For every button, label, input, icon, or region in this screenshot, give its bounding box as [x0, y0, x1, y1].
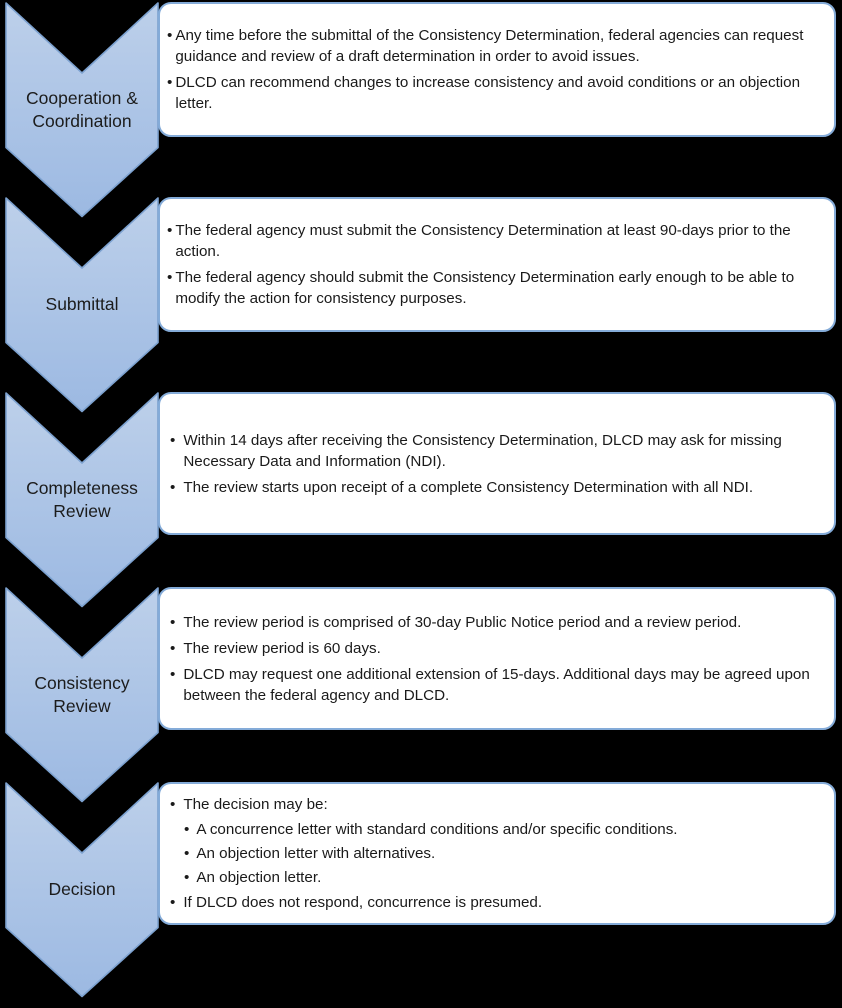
step-label: Completeness Review: [26, 477, 138, 521]
bullet-item: [167, 430, 820, 472]
bullet-item: [167, 612, 820, 633]
bullet-text: The federal agency should submit the Consistency Determination early enough to be able to modify the action for consistency purposes.: [175, 269, 795, 307]
step-label: Consistency Review: [34, 672, 130, 716]
step-content-box: [158, 2, 836, 137]
bullet-text: DLCD can recommend changes to increase consistency and avoid conditions or an objection letter.: [175, 74, 801, 112]
step-content-box: [158, 392, 836, 535]
bullet-icon: •: [170, 639, 176, 657]
bullet-text: DLCD may request one additional extension of 15-days. Additional days may be agreed upon between the federal agency and DLCD.: [183, 665, 810, 704]
bullet-item: [167, 72, 820, 114]
bullet-text: Any time before the submittal of the Consistency Determination, federal agencies can request guidance and review of a draft determination in order to avoid issues.: [175, 27, 804, 65]
bullet-text: The review period is 60 days.: [183, 639, 381, 657]
process-step-3: [0, 390, 842, 606]
bullet-text: The review starts upon receipt of a complete Consistency Determination with all NDI.: [183, 478, 754, 496]
bullet-icon: •: [167, 222, 173, 239]
bullet-item: [181, 843, 820, 864]
bullet-text: The federal agency must submit the Consistency Determination at least 90-days prior to the action.: [175, 222, 791, 260]
bullet-item: [181, 867, 820, 888]
bullet-icon: •: [167, 269, 173, 286]
bullet-text: The decision may be:: [183, 796, 328, 813]
bullet-text: An objection letter with alternatives.: [196, 845, 436, 862]
bullet-icon: •: [167, 27, 173, 44]
step-content-box: [158, 197, 836, 332]
bullet-icon: •: [170, 478, 176, 496]
process-step-5: [0, 780, 842, 996]
step-content-box: [158, 782, 836, 925]
process-step-1: [0, 0, 842, 216]
bullet-icon: •: [167, 74, 173, 91]
bullet-icon: •: [184, 821, 190, 838]
bullet-icon: •: [170, 431, 176, 449]
bullet-text: An objection letter.: [196, 869, 322, 886]
step-label: Cooperation & Coordination: [26, 87, 138, 131]
bullet-item: [167, 638, 820, 659]
bullet-text: If DLCD does not respond, concurrence is presumed.: [183, 894, 543, 911]
step-label: Decision: [48, 879, 116, 900]
bullet-icon: •: [184, 845, 190, 862]
bullet-text: A concurrence letter with standard conditions and/or specific conditions.: [196, 821, 678, 838]
process-step-4: [0, 585, 842, 801]
bullet-item: [167, 664, 820, 706]
bullet-icon: •: [170, 613, 176, 631]
bullet-item: [167, 794, 820, 815]
bullet-item: [167, 267, 820, 309]
bullet-item: [167, 25, 820, 67]
bullet-item: [181, 819, 820, 840]
process-step-2: [0, 195, 842, 411]
bullet-text: Within 14 days after receiving the Consistency Determination, DLCD may ask for missing Necessary Data and Information (NDI).: [183, 431, 782, 470]
step-content-box: [158, 587, 836, 730]
bullet-icon: •: [184, 869, 190, 886]
bullet-text: The review period is comprised of 30-day Public Notice period and a review period.: [183, 613, 742, 631]
bullet-item: [167, 477, 820, 498]
step-label: Submittal: [45, 294, 119, 315]
bullet-icon: •: [170, 665, 176, 683]
bullet-icon: •: [170, 796, 176, 813]
bullet-item: [167, 892, 820, 913]
bullet-icon: •: [170, 894, 176, 911]
bullet-item: [167, 220, 820, 262]
